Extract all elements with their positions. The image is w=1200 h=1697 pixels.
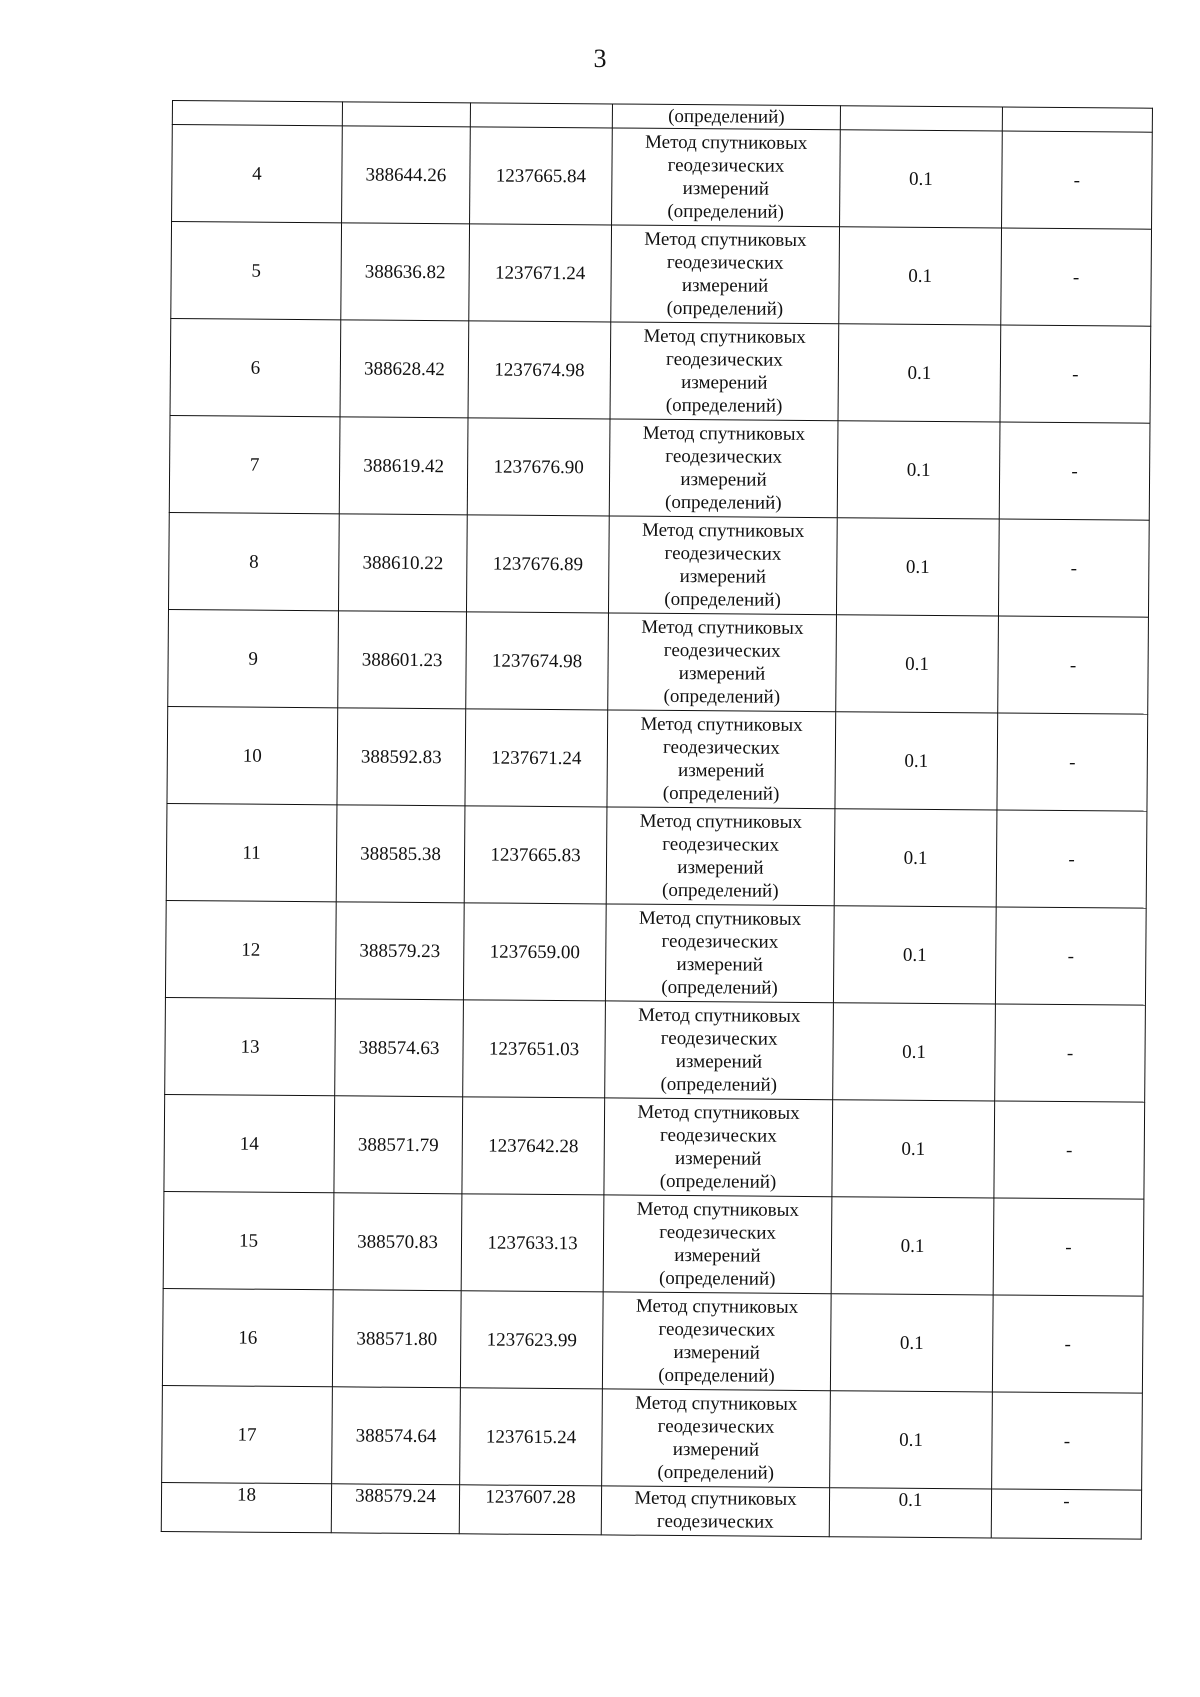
method-line: геодезических [659, 1124, 777, 1147]
method-line: Метод спутниковых [640, 713, 803, 736]
method-line: геодезических [666, 348, 783, 371]
cell-method [611, 225, 840, 324]
cell-accuracy: 0.1 [830, 1391, 993, 1489]
cell-y: 1237674.98 [468, 321, 611, 419]
cell-point-number: 13 [165, 997, 336, 1095]
method-line: (определений) [658, 1364, 775, 1387]
method-line: (определений) [662, 782, 780, 805]
cell-x: 388570.83 [333, 1193, 462, 1291]
table-row [161, 1482, 1141, 1539]
cell-method [602, 1292, 831, 1391]
cell-note: - [1002, 131, 1153, 229]
method-line: геодезических [664, 542, 782, 565]
cell-y: 1237651.03 [463, 1000, 606, 1098]
table-row [172, 125, 1153, 230]
cell-method [605, 904, 834, 1003]
cell-y: 1237676.89 [466, 515, 609, 613]
cell-y: 1237671.24 [465, 709, 608, 807]
method-line: измерений [673, 1341, 760, 1364]
table-row [169, 415, 1150, 520]
cell-point-number: 6 [170, 318, 341, 416]
method-line: Метод спутниковых [637, 1101, 800, 1124]
cell-x: 388601.23 [338, 611, 467, 709]
method-line: геодезических [667, 154, 785, 177]
cell-point-number [172, 101, 342, 126]
cell-accuracy: 0.1 [835, 712, 998, 810]
cell-method [610, 322, 839, 421]
method-line: измерений [682, 178, 770, 200]
cell-note [1002, 107, 1152, 132]
cell-note: - [999, 422, 1150, 520]
cell-note: - [995, 1004, 1146, 1102]
cell-method [602, 1389, 831, 1488]
cell-x: 388644.26 [342, 126, 471, 224]
cell-y: 1237665.83 [464, 806, 607, 904]
cell-point-number: 8 [168, 512, 339, 610]
method-line: измерений [681, 275, 769, 297]
page-number: 3 [593, 44, 607, 73]
coordinates-table [161, 100, 1153, 1540]
cell-note: - [992, 1392, 1143, 1490]
cell-note: - [997, 713, 1148, 811]
cell-point-number: 15 [163, 1191, 334, 1289]
cell-x: 388585.38 [336, 805, 465, 903]
method-line: геодезических [658, 1318, 776, 1341]
cell-method [608, 613, 837, 712]
cell-y: 1237607.28 [459, 1485, 601, 1535]
table-row [162, 1385, 1143, 1490]
method-line: измерений [677, 856, 764, 879]
cell-note: - [994, 1101, 1145, 1199]
method-line: измерений [681, 372, 768, 394]
cell-x: 388579.24 [331, 1484, 459, 1534]
cell-y: 1237665.84 [470, 127, 613, 225]
method-line: геодезических [661, 930, 779, 953]
cell-y: 1237671.24 [469, 224, 612, 322]
cell-accuracy: 0.1 [838, 324, 1001, 422]
cell-note: - [998, 616, 1149, 714]
cell-method [603, 1195, 832, 1294]
method-line: Метод спутниковых [642, 422, 806, 445]
table-row [167, 706, 1148, 811]
method-line: (определений) [660, 1073, 778, 1096]
method-line: измерений [680, 469, 767, 491]
coordinates-table-sheet [161, 100, 1152, 1540]
cell-note: - [995, 907, 1146, 1005]
cell-note: - [998, 519, 1149, 617]
cell-method [612, 128, 841, 227]
cell-point-number: 7 [169, 415, 340, 513]
cell-accuracy: 0.1 [833, 1003, 996, 1101]
method-line: геодезических [657, 1415, 775, 1438]
cell-point-number: 5 [171, 222, 342, 320]
cell-y: 1237615.24 [460, 1388, 603, 1486]
method-line: Метод спутниковых [635, 1295, 799, 1318]
cell-x: 388571.80 [332, 1290, 461, 1388]
method-line: Метод спутниковых [635, 1392, 798, 1415]
method-line: геодезических [663, 639, 781, 662]
method-line: Метод спутниковых [638, 1004, 801, 1027]
cell-accuracy: 0.1 [840, 130, 1003, 228]
cell-y: 1237674.98 [466, 612, 609, 710]
method-line: (определений) [657, 1461, 775, 1484]
method-line: Метод спутниковых [638, 907, 802, 930]
cell-x: 388619.42 [339, 417, 468, 515]
cell-x [342, 102, 470, 127]
method-line: Метод спутниковых [641, 616, 804, 639]
cell-accuracy: 0.1 [836, 615, 999, 713]
method-line: (определений) [665, 394, 783, 417]
cell-y: 1237633.13 [461, 1194, 604, 1292]
cell-accuracy: 0.1 [831, 1197, 994, 1295]
cell-point-number: 17 [162, 1385, 333, 1483]
method-line: геодезических [666, 251, 784, 274]
cell-method [604, 1098, 833, 1197]
cell-x: 388579.23 [335, 902, 464, 1000]
cell-y: 1237676.90 [467, 418, 610, 516]
cell-accuracy: 0.1 [839, 227, 1002, 325]
method-line: Метод спутниковых [643, 325, 806, 348]
cell-note: - [992, 1295, 1143, 1393]
method-line: (определений) [667, 200, 784, 223]
method-line: измерений [674, 1244, 761, 1267]
cell-accuracy: 0.1 [837, 421, 1000, 519]
method-line: геодезических [656, 1510, 774, 1533]
table-row [168, 512, 1149, 617]
method-line: геодезических [660, 1027, 778, 1050]
cell-accuracy: 0.1 [836, 518, 999, 616]
method-line: измерений [678, 662, 766, 685]
cell-note: - [1001, 228, 1152, 326]
method-line: (определений) [659, 1170, 777, 1193]
cell-x: 388628.42 [340, 320, 469, 418]
table-row [166, 803, 1147, 908]
table-row [164, 1094, 1145, 1199]
cell-method [609, 419, 838, 518]
cell-point-number: 12 [165, 900, 336, 998]
method-line: измерений [676, 953, 763, 976]
cell-method [605, 1001, 834, 1100]
cell-x: 388636.82 [341, 223, 470, 321]
method-line: (определений) [661, 879, 779, 902]
cell-point-number: 11 [166, 803, 337, 901]
cell-accuracy: 0.1 [832, 1100, 995, 1198]
cell-method [606, 807, 835, 906]
cell-point-number: 4 [172, 125, 343, 223]
method-line: (определений) [661, 976, 778, 999]
method-line: Метод спутниковых [636, 1198, 800, 1221]
table-row [171, 222, 1152, 327]
table-row [163, 1191, 1144, 1296]
table-row [165, 900, 1146, 1005]
cell-point-number: 18 [161, 1482, 331, 1532]
method-line: измерений [674, 1147, 762, 1170]
method-line: Метод спутниковых [644, 228, 807, 251]
table-row [170, 318, 1151, 423]
method-line: Метод спутниковых [634, 1487, 797, 1510]
cell-accuracy: 0.1 [829, 1488, 991, 1538]
table-row [168, 609, 1149, 714]
cell-accuracy: 0.1 [833, 906, 996, 1004]
method-line: геодезических [662, 833, 780, 856]
cell-note: - [991, 1489, 1141, 1539]
cell-accuracy: 0.1 [830, 1294, 993, 1392]
cell-method: (определений) [612, 104, 840, 130]
table-row [162, 1288, 1143, 1393]
cell-y: 1237659.00 [463, 903, 606, 1001]
cell-note: - [1000, 325, 1151, 423]
method-line: Метод спутниковых [641, 519, 805, 542]
method-line: измерений [672, 1438, 760, 1461]
method-line: геодезических [659, 1221, 777, 1244]
cell-accuracy: 0.1 [834, 809, 997, 907]
cell-x: 388571.79 [334, 1096, 463, 1194]
cell-note: - [993, 1198, 1144, 1296]
cell-point-number: 14 [164, 1094, 335, 1192]
method-line: (определений) [658, 1267, 776, 1290]
cell-x: 388574.64 [332, 1387, 461, 1485]
method-line: измерений [678, 759, 765, 782]
cell-note: - [996, 810, 1147, 908]
method-line: (определений) [663, 685, 781, 708]
cell-method [601, 1486, 829, 1537]
cell-point-number: 16 [162, 1288, 333, 1386]
cell-accuracy [840, 106, 1002, 131]
cell-x: 388610.22 [338, 514, 467, 612]
table-row [165, 997, 1146, 1102]
cell-y: 1237623.99 [460, 1291, 603, 1389]
cell-method [607, 710, 836, 809]
cell-y [470, 103, 612, 128]
cell-method [608, 516, 837, 615]
method-line: (определений) [664, 588, 781, 611]
cell-x: 388592.83 [337, 708, 466, 806]
cell-y: 1237642.28 [462, 1097, 605, 1195]
method-line: измерений [675, 1050, 763, 1073]
method-line: Метод спутниковых [639, 810, 803, 833]
table-body [161, 101, 1152, 1540]
cell-point-number: 9 [168, 609, 339, 707]
method-line: геодезических [662, 736, 780, 759]
method-line: (определений) [666, 297, 784, 320]
cell-x: 388574.63 [335, 999, 464, 1097]
method-line: Метод спутниковых [644, 131, 808, 154]
cell-point-number: 10 [167, 706, 338, 804]
method-line: геодезических [665, 445, 783, 468]
method-line: измерений [679, 566, 767, 588]
method-line: (определений) [665, 491, 782, 514]
